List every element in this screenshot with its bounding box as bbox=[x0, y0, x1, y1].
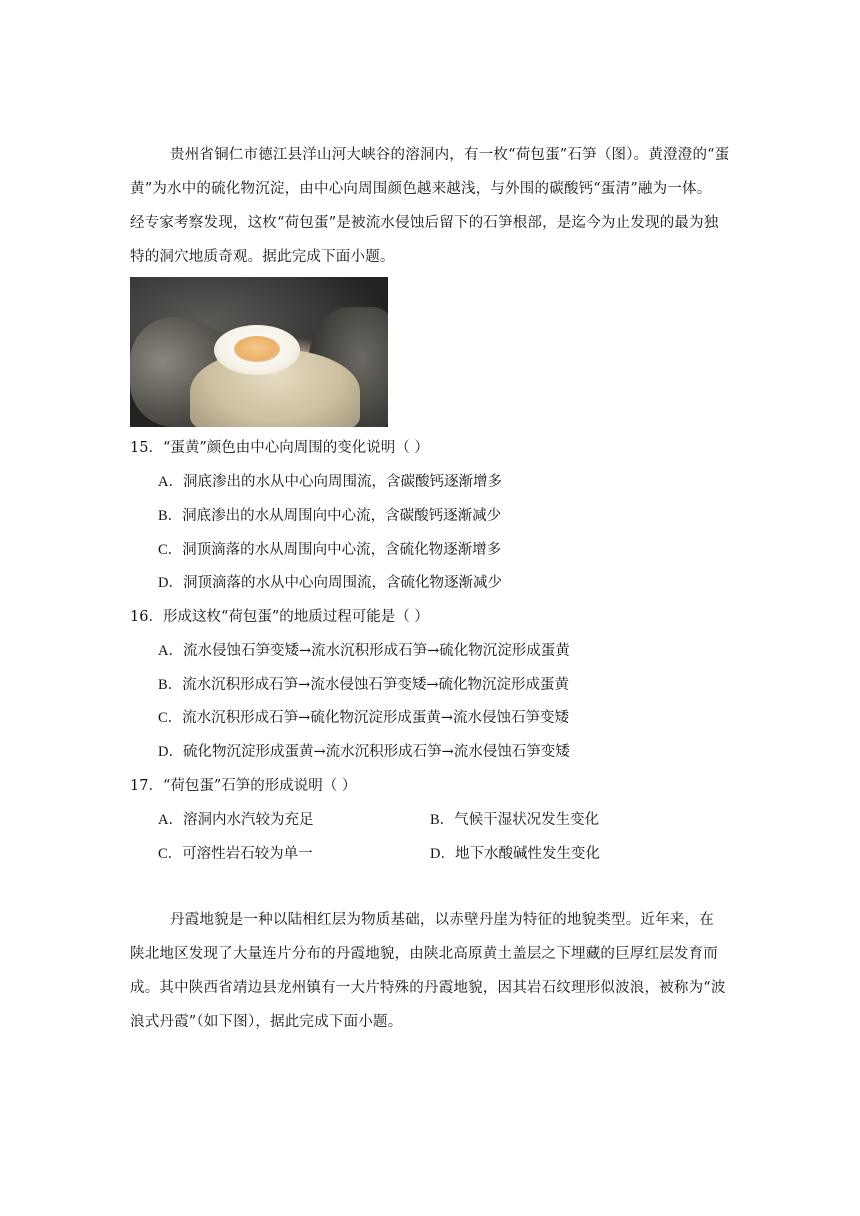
question-16-option-d bbox=[158, 742, 570, 762]
option-letter: D． bbox=[158, 744, 183, 760]
option-text: 可溶性岩石较为单一 bbox=[182, 846, 313, 862]
option-letter: C． bbox=[158, 710, 183, 726]
option-letter: C． bbox=[158, 542, 183, 558]
question-16-option-a bbox=[158, 641, 570, 661]
option-letter: A． bbox=[158, 474, 183, 490]
option-letter: B． bbox=[430, 812, 455, 828]
option-letter: D． bbox=[430, 846, 455, 862]
option-letter: B． bbox=[158, 508, 183, 524]
question-15-option-a bbox=[158, 472, 502, 492]
passage-1-line: 经专家考察发现，这枚“荷包蛋”是被流水侵蚀后留下的石笋根部，是迄今为止发现的最为独 bbox=[130, 215, 719, 231]
option-text: 洞底渗出的水从周围向中心流，含碳酸钙逐渐减少 bbox=[182, 508, 502, 524]
stalagmite-egg-photo bbox=[130, 277, 388, 427]
passage-1-line: 贵州省铜仁市德江县洋山河大峡谷的溶洞内，有一枚“荷包蛋”石笋（图）。黄澄澄的“蛋 bbox=[170, 147, 730, 163]
question-17-option-b bbox=[430, 810, 599, 830]
option-letter: B． bbox=[158, 677, 183, 693]
question-15-option-b bbox=[158, 506, 501, 526]
option-text: 地下水酸碱性发生变化 bbox=[454, 846, 600, 862]
option-text: 气候干湿状况发生变化 bbox=[454, 812, 600, 828]
question-15-option-c bbox=[158, 540, 501, 560]
option-letter: D． bbox=[158, 575, 183, 591]
option-letter: C． bbox=[158, 846, 183, 862]
passage-2 bbox=[130, 903, 730, 1039]
question-17-option-a bbox=[158, 810, 313, 830]
passage-1-line: 特的洞穴地质奇观。据此完成下面小题。 bbox=[130, 249, 395, 265]
question-17-stem: 17．“荷包蛋”石笋的形成说明（ ） bbox=[130, 778, 357, 794]
question-16-option-b bbox=[158, 675, 569, 695]
passage-2-line: 丹霞地貌是一种以陆相红层为物质基础，以赤壁丹崖为特征的地貌类型。近年来，在 bbox=[170, 912, 714, 928]
passage-2-line: 陕北地区发现了大量连片分布的丹霞地貌，由陕北高原黄土盖层之下埋藏的巨厚红层发育而 bbox=[130, 946, 718, 962]
question-15-stem: 15．“蛋黄”颜色由中心向周围的变化说明（ ） bbox=[130, 440, 429, 456]
option-text: 硫化物沉淀形成蛋黄→流水沉积形成石笋→流水侵蚀石笋变矮 bbox=[182, 744, 570, 760]
question-15-option-d bbox=[158, 573, 502, 593]
passage-1 bbox=[130, 138, 730, 274]
option-letter: A． bbox=[158, 812, 183, 828]
option-text: 流水沉积形成石笋→硫化物沉淀形成蛋黄→流水侵蚀石笋变矮 bbox=[182, 710, 569, 726]
option-text: 流水沉积形成石笋→流水侵蚀石笋变矮→硫化物沉淀形成蛋黄 bbox=[182, 677, 569, 693]
option-text: 洞顶滴落的水从中心向周围流，含硫化物逐渐减少 bbox=[182, 575, 502, 591]
question-16-option-c bbox=[158, 708, 569, 728]
option-text: 洞顶滴落的水从周围向中心流，含硫化物逐渐增多 bbox=[182, 542, 502, 558]
option-text: 溶洞内水汽较为充足 bbox=[182, 812, 314, 828]
passage-2-line: 成。其中陕西省靖边县龙州镇有一大片特殊的丹霞地貌，因其岩石纹理形似波浪，被称为“波 bbox=[130, 980, 726, 996]
passage-1-line: 黄”为水中的硫化物沉淀，由中心向周围颜色越来越浅，与外围的碳酸钙“蛋清”融为一体。 bbox=[130, 181, 712, 197]
question-17-option-c bbox=[158, 844, 313, 864]
option-text: 洞底渗出的水从中心向周围流，含碳酸钙逐渐增多 bbox=[182, 474, 502, 490]
passage-2-line: 浪式丹霞”（如下图），据此完成下面小题。 bbox=[130, 1014, 403, 1030]
question-16-stem: 16．形成这枚“荷包蛋”的地质过程可能是（ ） bbox=[130, 609, 429, 625]
option-text: 流水侵蚀石笋变矮→流水沉积形成石笋→硫化物沉淀形成蛋黄 bbox=[182, 643, 570, 659]
question-17-option-d bbox=[430, 844, 600, 864]
option-letter: A． bbox=[158, 643, 183, 659]
